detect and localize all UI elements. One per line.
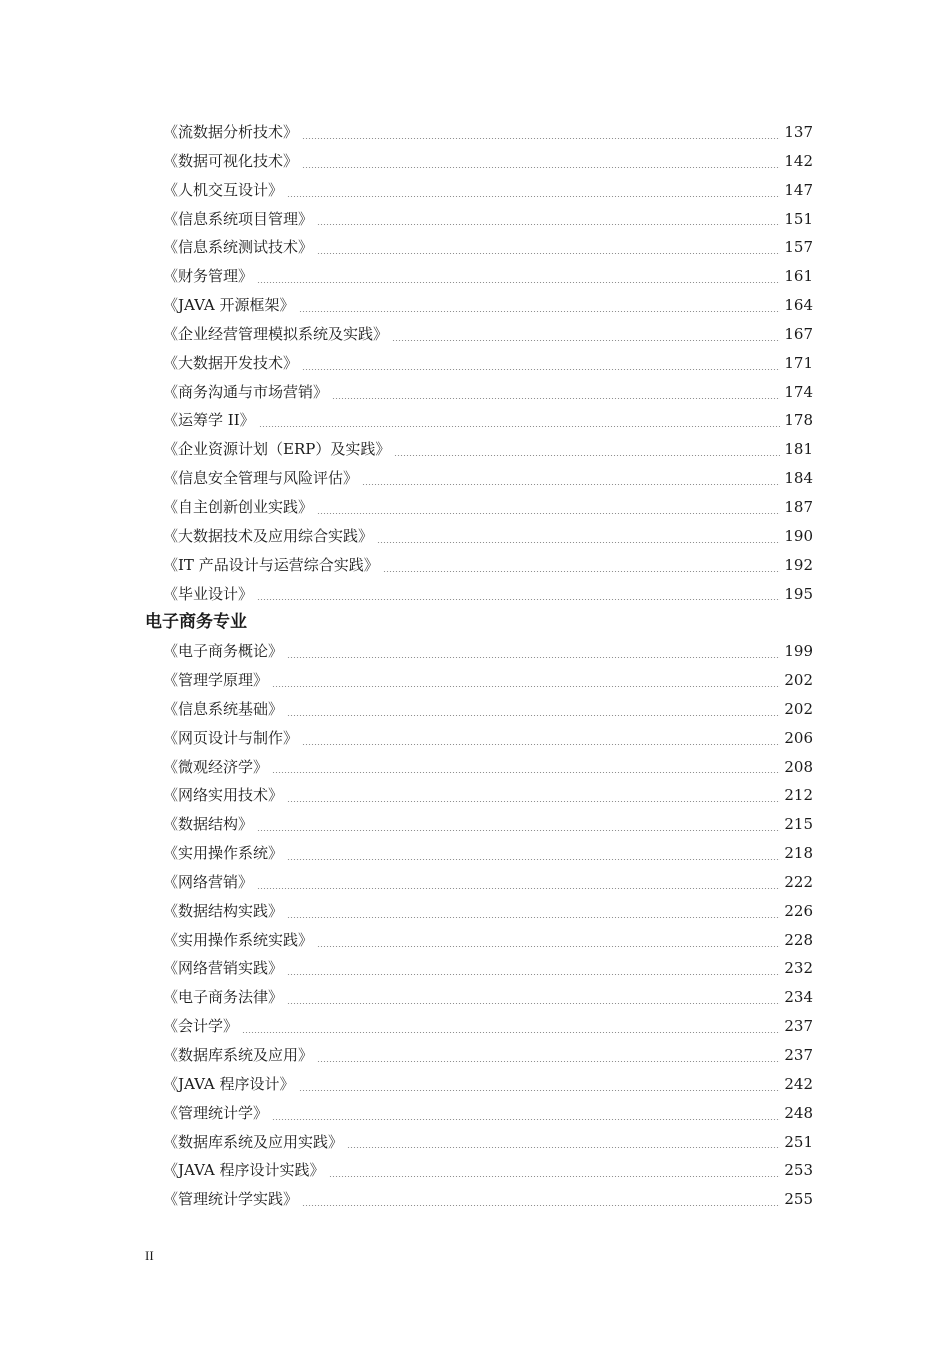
dot-leader [257,282,780,283]
toc-entry[interactable] [145,1041,813,1070]
toc-entry[interactable] [145,435,813,464]
toc-entry-title: 《实用操作系统实践》 [163,930,314,949]
toc-entry-title: 《商务沟通与市场营销》 [163,382,329,401]
dot-leader [287,917,780,918]
dot-leader [302,167,780,168]
toc-entry-page: 142 [784,151,813,170]
toc-entry[interactable] [145,378,813,407]
toc-entry[interactable] [145,753,813,782]
dot-leader [302,369,780,370]
dot-leader [302,744,780,745]
dot-leader [272,1119,780,1120]
toc-entry-page: 171 [784,353,813,372]
toc-entry-page: 237 [784,1017,813,1036]
toc-entry-page: 164 [784,296,813,315]
toc-entry[interactable] [145,406,813,435]
toc-entry[interactable] [145,724,813,753]
toc-entry-page: 167 [784,324,813,343]
toc-entry[interactable] [145,1070,813,1099]
toc-entry-page: 232 [784,959,813,978]
dot-leader [259,426,781,427]
toc-entry[interactable] [145,349,813,378]
toc-entry-title: 《IT 产品设计与运营综合实践》 [163,555,379,574]
toc-entry-title: 《数据库系统及应用》 [163,1046,314,1064]
toc-entry[interactable] [145,954,813,983]
toc-entry-title: 《运筹学 II》 [163,411,255,430]
toc-entry[interactable] [145,926,813,955]
toc-entry-page: 218 [784,844,813,863]
dot-leader [317,513,780,514]
toc-entry-page: 255 [784,1190,813,1209]
toc-entry[interactable] [145,464,813,493]
toc-entry-title: 《自主创新创业实践》 [163,497,314,516]
toc-entry-title: 《信息系统测试技术》 [163,238,314,257]
dot-leader [347,1147,780,1148]
toc-entry-page: 234 [784,988,813,1007]
toc-entry[interactable] [145,983,813,1012]
toc-entry[interactable] [145,580,813,609]
dot-leader [317,1061,780,1062]
toc-entry-title: 《管理学原理》 [163,671,269,690]
dot-leader [257,830,780,831]
toc-entry-page: 151 [784,209,813,228]
dot-leader [287,974,780,975]
toc-entry-title: 《大数据技术及应用综合实践》 [163,526,374,545]
toc-entry-page: 184 [784,469,813,488]
toc-entry-page: 253 [784,1161,813,1180]
toc-entry-title: 《微观经济学》 [163,757,269,776]
toc-entry-title: 《数据库系统及应用实践》 [163,1132,344,1151]
toc-entry[interactable] [145,320,813,349]
toc-entry-title: 《信息系统项目管理》 [163,209,314,228]
toc-entry-page: 157 [784,238,813,257]
section-heading: 电子商务专业 [145,612,247,633]
toc-entry-page: 212 [784,786,813,805]
toc-entry-page: 242 [784,1074,813,1093]
toc-entry[interactable] [145,291,813,320]
toc-entry-title: 《电子商务法律》 [163,988,284,1007]
toc-entry[interactable] [145,1012,813,1041]
toc-entry-page: 174 [784,382,813,401]
dot-leader [377,542,780,543]
toc-entry-title: 《管理统计学实践》 [163,1190,299,1209]
toc-entry[interactable] [145,205,813,234]
toc-entry[interactable] [145,1156,813,1185]
dot-leader [329,1176,781,1177]
dot-leader [332,398,780,399]
toc-entry-page: 178 [784,411,813,430]
table-of-contents [145,118,813,1214]
dot-leader [287,196,780,197]
toc-entry-page: 137 [784,123,813,141]
dot-leader [272,772,780,773]
dot-leader [272,686,780,687]
dot-leader [287,859,780,860]
dot-leader [317,946,780,947]
toc-entry-title: 《企业资源计划（ERP）及实践》 [163,440,391,459]
toc-entry[interactable] [145,1099,813,1128]
dot-leader [257,888,780,889]
toc-entry-title: 《JAVA 开源框架》 [163,296,295,315]
toc-entry[interactable] [145,666,813,695]
toc-entry-page: 206 [784,728,813,747]
toc-entry[interactable] [145,118,813,147]
toc-entry-title: 《网络实用技术》 [163,786,284,805]
toc-entry-title: 《会计学》 [163,1017,239,1036]
dot-leader [242,1032,780,1033]
dot-leader [362,484,780,485]
toc-entry[interactable] [145,522,813,551]
toc-entry-title: 《JAVA 程序设计实践》 [163,1161,325,1180]
toc-entry-title: 《网络营销》 [163,872,254,891]
toc-entry-title: 《网页设计与制作》 [163,728,299,747]
dot-leader [302,1205,780,1206]
toc-entry[interactable] [145,1128,813,1157]
toc-entry[interactable] [145,493,813,522]
toc-entry[interactable] [145,233,813,262]
toc-entry-page: 208 [784,757,813,776]
toc-entry[interactable] [145,147,813,176]
toc-entry-title: 《企业经营管理模拟系统及实践》 [163,324,389,343]
toc-entry[interactable] [145,897,813,926]
toc-entry[interactable] [145,1185,813,1214]
toc-entry-page: 187 [784,497,813,516]
dot-leader [287,1003,780,1004]
toc-entry[interactable] [145,551,813,580]
toc-entry-title: 《人机交互设计》 [163,180,284,199]
toc-entry-page: 248 [784,1103,813,1122]
toc-entry[interactable] [145,781,813,810]
toc-entry-page: 251 [784,1132,813,1151]
toc-entry-title: 《流数据分析技术》 [163,123,299,141]
toc-entry-page: 199 [784,642,813,661]
toc-entry[interactable] [145,810,813,839]
toc-entry-title: 《信息系统基础》 [163,699,284,718]
toc-entry-title: 《毕业设计》 [163,584,254,603]
toc-entry-page: 226 [784,901,813,920]
dot-leader [383,571,781,572]
toc-entry-title: 《电子商务概论》 [163,642,284,661]
toc-entry[interactable] [145,637,813,666]
toc-entry-title: 《网络营销实践》 [163,959,284,978]
toc-entry[interactable] [145,868,813,897]
page-number: II [145,1248,154,1263]
toc-entry[interactable] [145,262,813,291]
toc-entry-page: 228 [784,930,813,949]
dot-leader [287,657,780,658]
dot-leader [287,715,780,716]
dot-leader [392,340,780,341]
toc-entry-title: 《大数据开发技术》 [163,353,299,372]
toc-entry-title: 《数据可视化技术》 [163,151,299,170]
dot-leader [299,1090,781,1091]
toc-entry-page: 195 [784,584,813,603]
toc-entry-title: 《JAVA 程序设计》 [163,1074,295,1093]
toc-entry-title: 《实用操作系统》 [163,844,284,863]
toc-entry-page: 215 [784,815,813,834]
toc-entry-page: 237 [784,1046,813,1064]
toc-entry-page: 147 [784,180,813,199]
toc-entry-page: 202 [784,671,813,690]
toc-entry[interactable] [145,839,813,868]
toc-entry-page: 190 [784,526,813,545]
toc-entry[interactable] [145,695,813,724]
dot-leader [287,801,780,802]
dot-leader [317,224,780,225]
dot-leader [302,138,780,139]
dot-leader [257,599,780,600]
dot-leader [394,455,780,456]
toc-entry-page: 192 [784,555,813,574]
toc-entry-page: 202 [784,699,813,718]
dot-leader [317,253,780,254]
toc-entry-title: 《数据结构实践》 [163,901,284,920]
toc-entry-title: 《数据结构》 [163,815,254,834]
toc-entry[interactable] [145,176,813,205]
toc-entry-page: 161 [784,267,813,286]
toc-entry-page: 181 [784,440,813,459]
dot-leader [299,311,781,312]
toc-entry-title: 《财务管理》 [163,267,254,286]
toc-entry-title: 《信息安全管理与风险评估》 [163,469,359,488]
toc-entry-title: 《管理统计学》 [163,1103,269,1122]
toc-entry-page: 222 [784,872,813,891]
